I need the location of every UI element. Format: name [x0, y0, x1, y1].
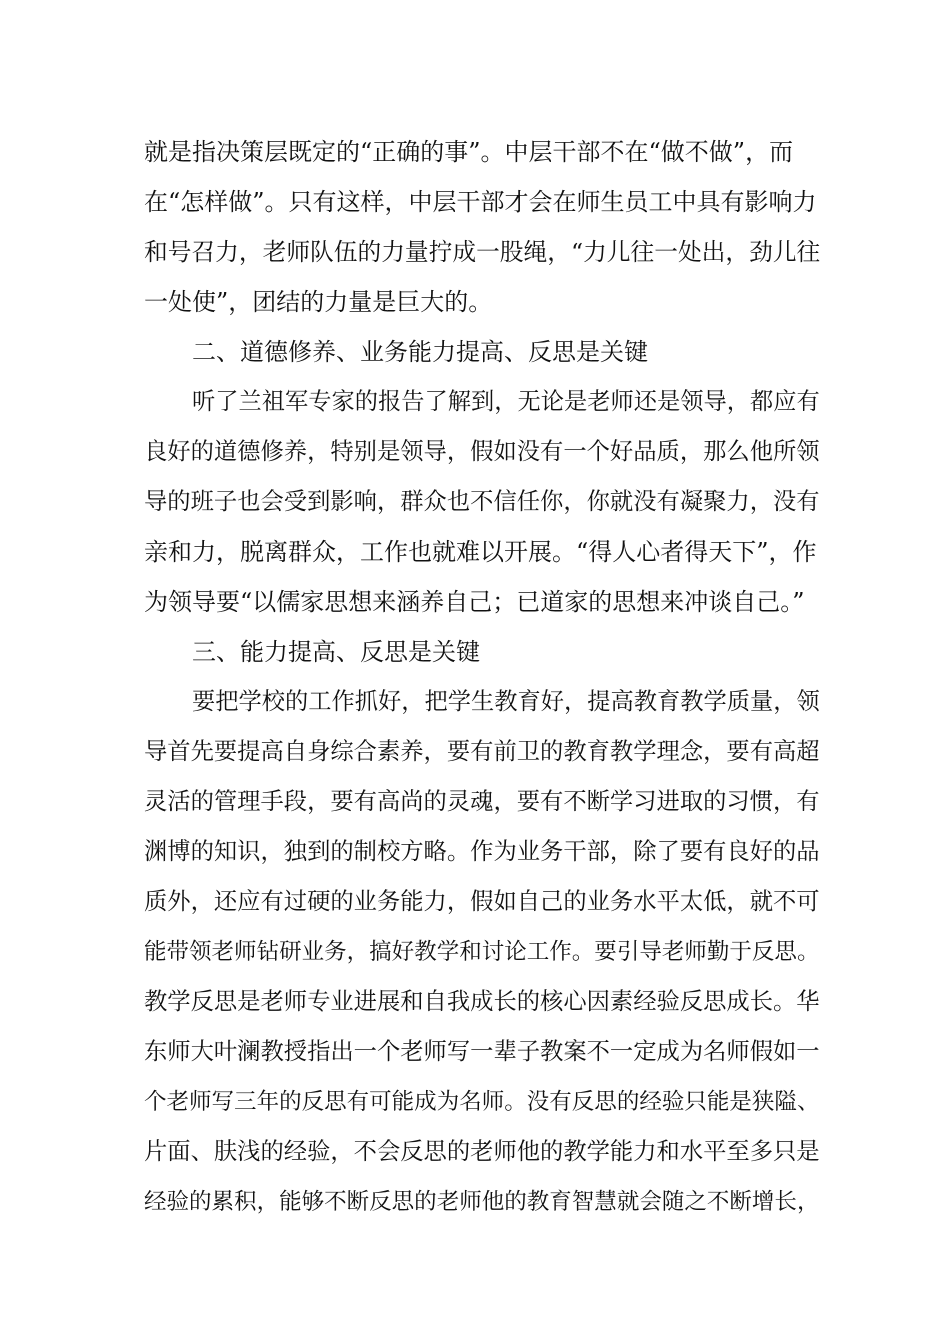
- text-line: 教学反思是老师专业进展和自我成长的核心因素经验反思成长。华: [144, 988, 820, 1015]
- text-line: 渊博的知识，独到的制校方略。作为业务干部，除了要有良好的品: [144, 838, 820, 865]
- text-line: 一处使”，团结的力量是巨大的。: [144, 288, 493, 316]
- text-line: 能带领老师钻研业务，搞好教学和讨论工作。要引导老师勤于反思。: [144, 939, 820, 965]
- text-line: 经验的累积，能够不断反思的老师他的教育智慧就会随之不断增长，: [144, 1189, 820, 1215]
- text-line: 在“怎样做”。只有这样，中层干部才会在师生员工中具有影响力: [144, 188, 817, 216]
- text-line: 片面、肤浅的经验，不会反思的老师他的教学能力和水平至多只是: [144, 1138, 820, 1165]
- text-line: 听了兰祖军专家的报告了解到，无论是老师还是领导，都应有: [192, 388, 820, 415]
- text-line: 个老师写三年的反思有可能成为名师。没有反思的经验只能是狭隘、: [144, 1089, 820, 1115]
- text-line: 就是指决策层既定的“正确的事”。中层干部不在“做不做”，而: [144, 138, 794, 166]
- text-line: 为领导要“以儒家思想来涵养自己；已道家的思想来冲谈自己。”: [144, 588, 805, 616]
- text-line: 要把学校的工作抓好，把学生教育好，提高教育教学质量，领: [192, 688, 820, 715]
- text-line: 亲和力，脱离群众，工作也就难以开展。“得人心者得天下”，作: [144, 538, 817, 566]
- text-line: 导的班子也会受到影响，群众也不信任你，你就没有凝聚力，没有: [144, 488, 820, 515]
- section-heading: 二、道德修养、业务能力提高、反思是关键: [192, 338, 648, 366]
- section-heading: 三、能力提高、反思是关键: [192, 638, 480, 666]
- text-line: 灵活的管理手段，要有高尚的灵魂，要有不断学习进取的习惯，有: [144, 788, 820, 815]
- text-line: 导首先要提高自身综合素养，要有前卫的教育教学理念，要有高超: [144, 738, 820, 765]
- text-line: 良好的道德修养，特别是领导，假如没有一个好品质，那么他所领: [144, 438, 820, 465]
- text-line: 东师大叶澜教授指出一个老师写一辈子教案不一定成为名师假如一: [144, 1038, 820, 1065]
- text-line: 和号召力，老师队伍的力量拧成一股绳，“力儿往一处出，劲儿往: [144, 238, 821, 266]
- text-line: 质外，还应有过硬的业务能力，假如自己的业务水平太低，就不可: [144, 888, 820, 915]
